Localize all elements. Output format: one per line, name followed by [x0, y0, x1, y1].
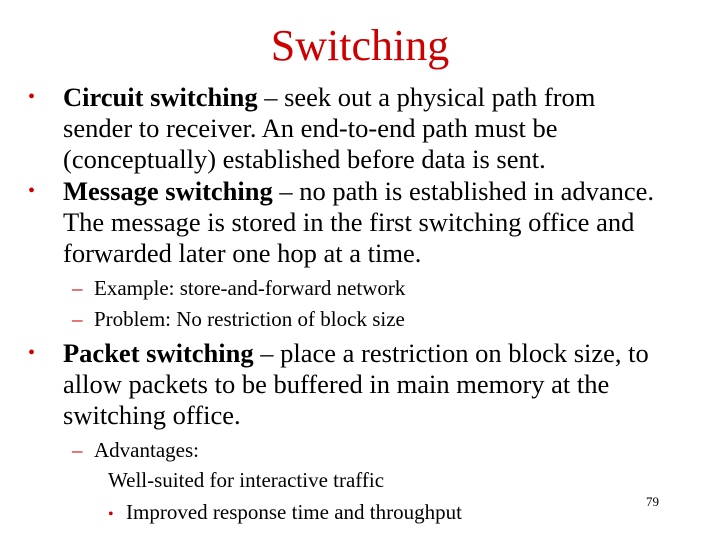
sub-item-text: Example: store-and-forward network	[94, 276, 406, 300]
slide-title: Switching	[270, 21, 450, 70]
bullet-mark: •	[28, 180, 36, 202]
sub-item-advantages	[72, 437, 632, 463]
bullet-mark: •	[28, 86, 36, 108]
dash-mark: –	[72, 307, 83, 331]
bullet-text	[63, 82, 663, 175]
dash-mark: –	[72, 438, 83, 462]
bullet-text	[63, 176, 663, 269]
bullet-packet-switching	[28, 338, 708, 431]
bullet-term: Packet switching	[63, 338, 254, 368]
bullet-term: Message switching	[63, 176, 273, 206]
bullet-mark: •	[28, 342, 36, 364]
bullet-message-switching	[28, 176, 708, 269]
sub-item-example	[72, 275, 632, 301]
bullet-description: – no path is established in advance. The message is stored in the first switching office and forwarded later one hop at a time.	[63, 176, 654, 268]
dash-mark: –	[72, 276, 83, 300]
sub-item-text: Advantages:	[94, 438, 199, 462]
bullet-mark: •	[108, 506, 114, 523]
bullet-term: Circuit switching	[63, 82, 258, 112]
advantage-point-text: Improved response time and throughput	[126, 500, 462, 524]
bullet-description: – place a restriction on block size, to allow packets to be buffered in main memory at the switching office.	[63, 338, 649, 430]
bullet-text	[63, 338, 663, 431]
advantage-line: Well-suited for interactive traffic	[108, 468, 385, 492]
bullet-circuit-switching	[28, 82, 708, 175]
sub-item-problem	[72, 306, 632, 332]
sub-item-text: Problem: No restriction of block size	[94, 307, 405, 331]
page-number: 79	[646, 494, 659, 509]
bullet-description: – seek out a physical path from sender to receiver. An end-to-end path must be (conceptually) established before data is sent.	[63, 82, 596, 174]
advantage-point	[108, 499, 462, 528]
